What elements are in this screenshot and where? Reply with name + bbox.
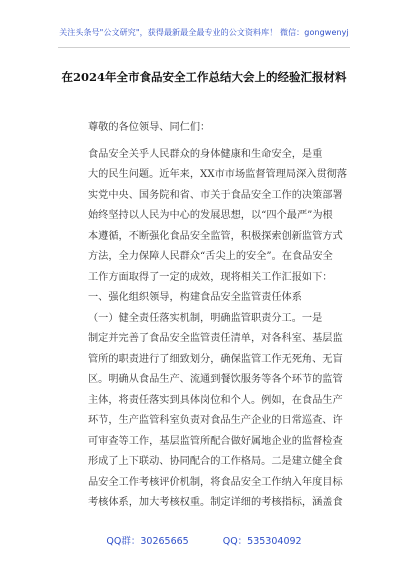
body-line: 品安全工作考核评价机制，将食品安全工作纳入年度目标 (88, 476, 343, 488)
body-line: 可审查等工作，基层监管所配合做好属地企业的监督检查 (88, 435, 343, 447)
body-line: 主体，将责任落实到具体岗位和个人。例如，在食品生产 (88, 394, 343, 406)
body-line: （一）健全责任落实机制，明确监管职责分工。一是 (88, 312, 323, 324)
body-line: 制定并完善了食品安全监管责任清单，对各科室、基层监 (88, 333, 343, 344)
body-line: 本遵循，不断强化食品安全监管，积极探索创新监管方式 (88, 230, 343, 242)
body-line: 实党中央、国务院和省、市关于食品安全工作的决策部署 (88, 189, 343, 201)
body-line: 环节，生产监管科室负责对食品生产企业的日常巡查、许 (88, 415, 343, 426)
body-line: 管所的职责进行了细致划分，确保监管工作无死角、无盲 (88, 353, 343, 365)
section-heading: 一、强化组织领导，构建食品安全监管责任体系 (88, 292, 302, 303)
footer-qq: QQ：535304092 (222, 536, 302, 547)
body-line: 始终坚持以人民为中心的发展思想，以“四个最严”为根 (88, 210, 333, 221)
header-note: 关注头条号"公文研究"，获得最新最全最专业的公文资料库！ 微信：gongwenyj (59, 28, 349, 37)
header-divider (58, 47, 350, 48)
body-line: 形成了上下联动、协同配合的工作格局。二是建立健全食 (88, 456, 343, 467)
body-line: 考核体系，加大考核权重。制定详细的考核指标，涵盖食 (88, 497, 343, 508)
body-line: 大的民生问题。近年来，XX市市场监督管理局深入贯彻落 (88, 169, 348, 180)
document-title: 在2024年全市食品安全工作总结大会上的经验汇报材料 (61, 70, 347, 84)
salutation: 尊敬的各位领导、同仁们： (88, 122, 211, 133)
body-line: 区。明确从食品生产、流通到餐饮服务等各个环节的监管 (88, 374, 343, 385)
body-line: 食品安全关乎人民群众的身体健康和生命安全，是重 (88, 148, 323, 160)
body-line: 工作方面取得了一定的成效，现将相关工作汇报如下： (88, 271, 333, 283)
footer-qq-group: QQ群：30265665 (106, 536, 189, 547)
footer-contact (0, 533, 408, 547)
document-body (88, 118, 348, 514)
body-line: 方法，全力保障人民群众“舌尖上的安全”。在食品安全 (88, 251, 333, 262)
